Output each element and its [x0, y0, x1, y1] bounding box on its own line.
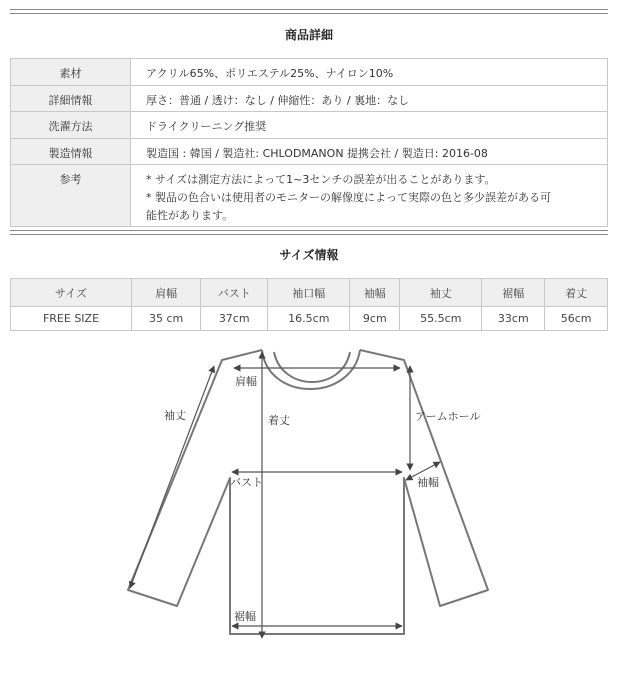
size-header: 裾幅: [482, 279, 545, 307]
size-cell: 9cm: [350, 307, 400, 331]
note-line: 能性があります。: [146, 209, 234, 222]
size-header: 袖口幅: [268, 279, 350, 307]
detail-value: アクリル65%、ポリエステル25%、ナイロン10%: [131, 59, 608, 86]
size-cell: 37cm: [201, 307, 268, 331]
size-cell: FREE SIZE: [11, 307, 132, 331]
size-header: サイズ: [11, 279, 132, 307]
size-header: バスト: [201, 279, 268, 307]
size-cell: 16.5cm: [268, 307, 350, 331]
size-header: 肩幅: [132, 279, 201, 307]
note-line: * サイズは測定方法によって1~3センチの誤差が出ることがあります。: [146, 173, 496, 186]
detail-key: 参考: [11, 165, 131, 227]
detail-key: 素材: [11, 59, 131, 86]
measurement-lines: [130, 352, 440, 638]
detail-key: 洗濯方法: [11, 112, 131, 139]
details-title: 商品詳細: [284, 28, 333, 42]
size-cell: 56cm: [545, 307, 608, 331]
size-header: 袖丈: [400, 279, 482, 307]
label-sleeve-width: 袖幅: [417, 476, 439, 489]
size-title: サイズ情報: [279, 248, 339, 262]
detail-value: 製造国 : 韓国 / 製造社: CHLODMANON 提携会社 / 製造日: 2016-08: [131, 139, 608, 165]
label-bust: バスト: [230, 476, 263, 489]
detail-key: 製造情報: [11, 139, 131, 165]
size-cell: 33cm: [482, 307, 545, 331]
detail-value: ドライクリーニング推奨: [131, 112, 608, 139]
label-armhole: アームホール: [415, 410, 481, 423]
size-cell: 35 cm: [132, 307, 201, 331]
detail-key: 詳細情報: [11, 86, 131, 112]
label-length: 着丈: [268, 414, 290, 427]
detail-value: 厚さ：普通 / 透け：なし / 伸縮性：あり / 裏地：なし: [131, 86, 608, 112]
sweater-outline: [128, 350, 488, 634]
label-shoulder: 肩幅: [235, 375, 257, 388]
label-sleeve-length: 袖丈: [164, 409, 186, 422]
size-header: 袖幅: [350, 279, 400, 307]
note-line: * 製品の色合いは使用者のモニターの解像度によって実際の色と多少誤差がある可: [146, 191, 551, 204]
size-header: 着丈: [545, 279, 608, 307]
label-hem: 裾幅: [234, 610, 256, 623]
size-cell: 55.5cm: [400, 307, 482, 331]
